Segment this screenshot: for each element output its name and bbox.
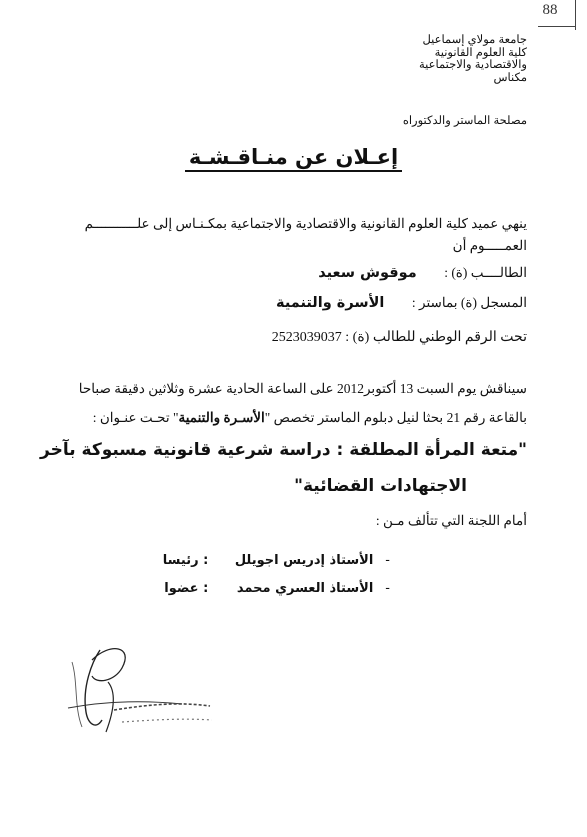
document-title: [0, 145, 587, 169]
student-row: [318, 265, 527, 282]
header-line-university: جامعة مولاي إسماعيل: [422, 34, 527, 46]
institution-header: [287, 34, 527, 84]
intro-line-2: العمـــــوم أن: [452, 238, 527, 253]
intro-line-1: ينهي عميد كلية العلوم القانونية والاقتصادية والاجتماعية بمكـنـاس إلى علـــــــــــم: [84, 216, 527, 231]
member-name: الأستاذ إدريس اجويلل: [234, 553, 374, 568]
student-label: الطالــــب (ة) :: [444, 265, 527, 280]
signature-stamp: [62, 632, 242, 742]
committee-member: [163, 553, 390, 568]
corner-mark-bar: [575, 0, 576, 30]
header-line-faculty: كلية العلوم القانونية: [434, 46, 527, 59]
thesis-title-line-1: "متعة المرأة المطلقة : دراسة شرعية قانونية مسبوكة بآخر: [40, 440, 527, 460]
national-id-label: تحت الرقم الوطني للطالب (ة) :: [345, 330, 527, 345]
national-id-value: 2523039037: [271, 330, 342, 345]
header-line-faculty-cont: والاقتصادية والاجتماعية: [419, 59, 527, 71]
announcement-prefix: بالقاعة رقم 21 بحثا لنيل دبلوم الماستر تخصص ": [264, 410, 527, 425]
registration-row: [276, 295, 527, 312]
member-bullet: -: [385, 581, 390, 596]
page-number: 88: [542, 2, 558, 18]
committee-member: [164, 581, 390, 596]
master-program: الأسرة والتنمية: [276, 295, 385, 311]
thesis-title-line-2: الاجتهادات القضائية": [294, 476, 467, 496]
department-name: مصلحة الماستر والدكتوراه: [402, 115, 527, 127]
registration-label: المسجل (ة) بماستر :: [411, 295, 527, 310]
announcement-line-2: [38, 410, 527, 426]
announcement-line-1: سيناقش يوم السبت 13 أكتوبر2012 على الساعة الحادية عشرة وثلاثين دقيقة صباحا: [78, 381, 527, 396]
member-role: : عضوا: [164, 581, 209, 596]
specialization: الأسـرة والتنمية: [178, 410, 265, 425]
corner-mark-line: [538, 26, 576, 27]
committee-intro: أمام اللجنة التي تتألف مـن :: [375, 513, 527, 528]
title-text: إعـلان عن منـاقـشـة: [185, 145, 402, 172]
announcement-suffix: " تحـت عنـوان :: [92, 410, 179, 425]
student-name: موقوش سعيد: [318, 265, 417, 281]
member-name: الأستاذ العسري محمد: [236, 581, 374, 596]
header-line-city: مكناس: [493, 71, 527, 84]
member-role: : رئيسا: [162, 553, 209, 568]
national-id-row: [272, 329, 527, 346]
member-bullet: -: [385, 553, 390, 568]
